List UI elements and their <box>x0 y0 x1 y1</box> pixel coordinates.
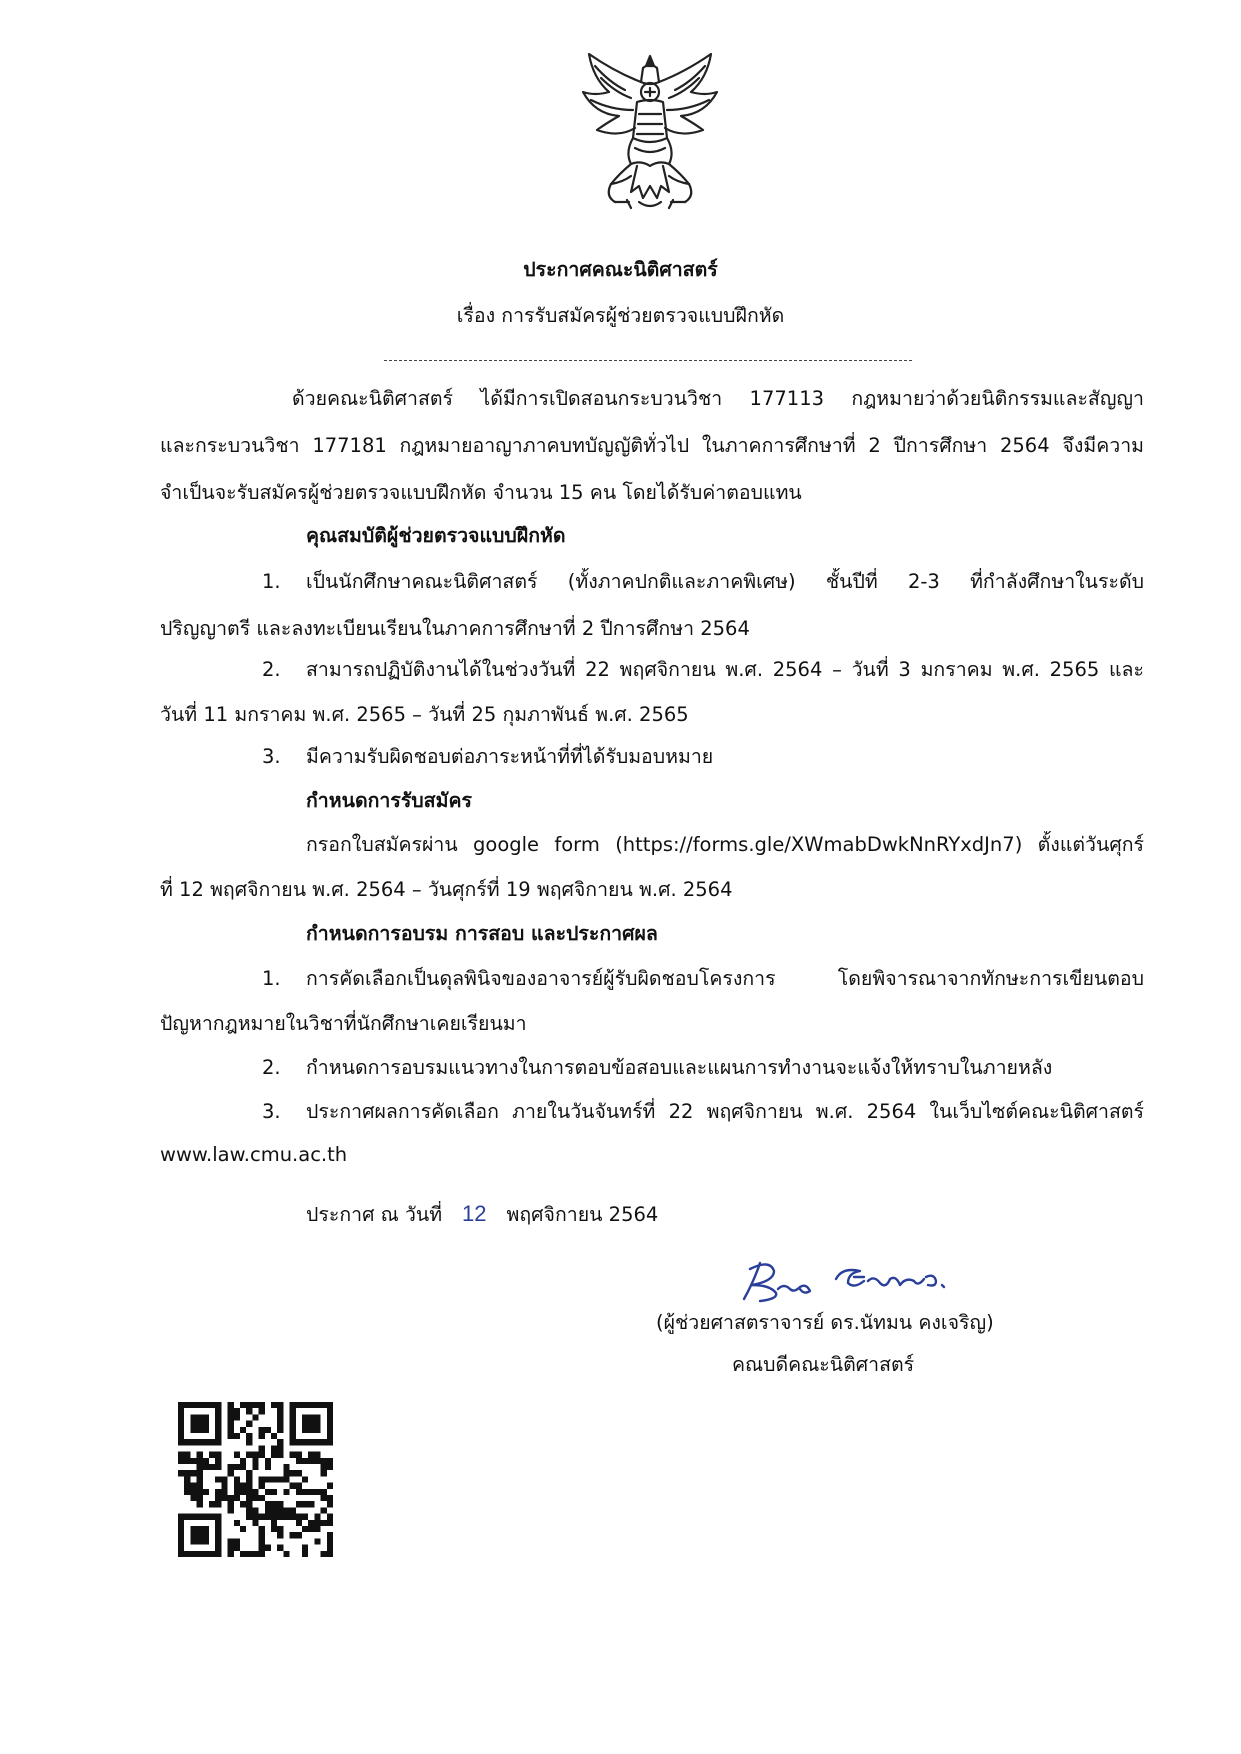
schedule-2-line-1: กำหนดการอบรมแนวทางในการตอบข้อสอบและแผนการทำงานจะแจ้งให้ทราบในภายหลัง <box>306 1056 1053 1079</box>
intro-line-3: จำเป็นจะรับสมัครผู้ช่วยตรวจแบบฝึกหัด จำนวน 15 คน โดยได้รับค่าตอบแทน <box>160 481 802 504</box>
dashed-divider <box>384 360 912 361</box>
schedule-3-line-1: ประกาศผลการคัดเลือก ภายในวันจันทร์ที่ 22 พฤศจิกายน พ.ศ. 2564 ในเว็บไซต์คณะนิติศาสตร์ <box>306 1100 1144 1123</box>
garuda-emblem-icon <box>575 52 725 214</box>
qualification-2-line-1: สามารถปฏิบัติงานได้ในช่วงวันที่ 22 พฤศจิกายน พ.ศ. 2564 – วันที่ 3 มกราคม พ.ศ. 2565 และ <box>306 658 1144 681</box>
list-item-number: 2. <box>262 658 281 681</box>
signatory-name: (ผู้ช่วยศาสตราจารย์ ดร.นัทมน คงเจริญ) <box>656 1311 994 1334</box>
website-url: www.law.cmu.ac.th <box>160 1143 348 1166</box>
application-line-2: ที่ 12 พฤศจิกายน พ.ศ. 2564 – วันศุกร์ที่ 19 พฤศจิกายน พ.ศ. 2564 <box>160 878 733 901</box>
application-line-1: กรอกใบสมัครผ่าน google form (https://forms.gle/XWmabDwkNnRYxdJn7) ตั้งแต่วันศุกร์ <box>306 833 1144 856</box>
qr-code-icon <box>178 1402 333 1557</box>
announce-day: 12 <box>462 1201 487 1226</box>
list-item-number: 2. <box>262 1056 281 1079</box>
qualification-1-line-2: ปริญญาตรี และลงทะเบียนเรียนในภาคการศึกษาที่ 2 ปีการศึกษา 2564 <box>160 617 750 640</box>
qualification-1-line-1: เป็นนักศึกษาคณะนิติศาสตร์ (ทั้งภาคปกติและภาคพิเศษ) ชั้นปีที่ 2-3 ที่กำลังศึกษาในระดับ <box>306 570 1144 593</box>
qualification-3-line-1: มีความรับผิดชอบต่อภาระหน้าที่ที่ได้รับมอบหมาย <box>306 745 714 768</box>
announcement-title: ประกาศคณะนิติศาสตร์ <box>523 258 718 281</box>
announce-date <box>306 1200 658 1229</box>
announcement-subject: เรื่อง การรับสมัครผู้ช่วยตรวจแบบฝึกหัด <box>456 304 785 327</box>
signatory-position: คณบดีคณะนิติศาสตร์ <box>732 1353 915 1376</box>
announce-prefix: ประกาศ ณ วันที่ <box>306 1203 443 1226</box>
intro-line-1: ด้วยคณะนิติศาสตร์ ได้มีการเปิดสอนกระบวนวิชา 177113 กฎหมายว่าด้วยนิติกรรมและสัญญา <box>292 387 1144 410</box>
list-item-number: 1. <box>262 967 281 990</box>
list-item-number: 3. <box>262 745 281 768</box>
list-item-number: 1. <box>262 570 281 593</box>
schedule-1-line-2: ปัญหากฎหมายในวิชาที่นักศึกษาเคยเรียนมา <box>160 1012 527 1035</box>
list-item-number: 3. <box>262 1100 281 1123</box>
intro-line-2: และกระบวนวิชา 177181 กฎหมายอาญาภาคบทบัญญัติทั่วไป ในภาคการศึกษาที่ 2 ปีการศึกษา 2564 จึงมีความ <box>160 434 1144 457</box>
schedule-heading: กำหนดการอบรม การสอบ และประกาศผล <box>306 922 658 945</box>
handwritten-signature <box>730 1255 960 1305</box>
application-heading: กำหนดการรับสมัคร <box>306 789 472 812</box>
qualification-2-line-2: วันที่ 11 มกราคม พ.ศ. 2565 – วันที่ 25 กุมภาพันธ์ พ.ศ. 2565 <box>160 703 689 726</box>
schedule-1-line-1: การคัดเลือกเป็นดุลพินิจของอาจารย์ผู้รับผิดชอบโครงการ โดยพิจารณาจากทักษะการเขียนตอบ <box>306 967 1144 990</box>
announce-month-year: พฤศจิกายน 2564 <box>506 1203 659 1226</box>
qualifications-heading: คุณสมบัติผู้ช่วยตรวจแบบฝึกหัด <box>306 524 566 547</box>
